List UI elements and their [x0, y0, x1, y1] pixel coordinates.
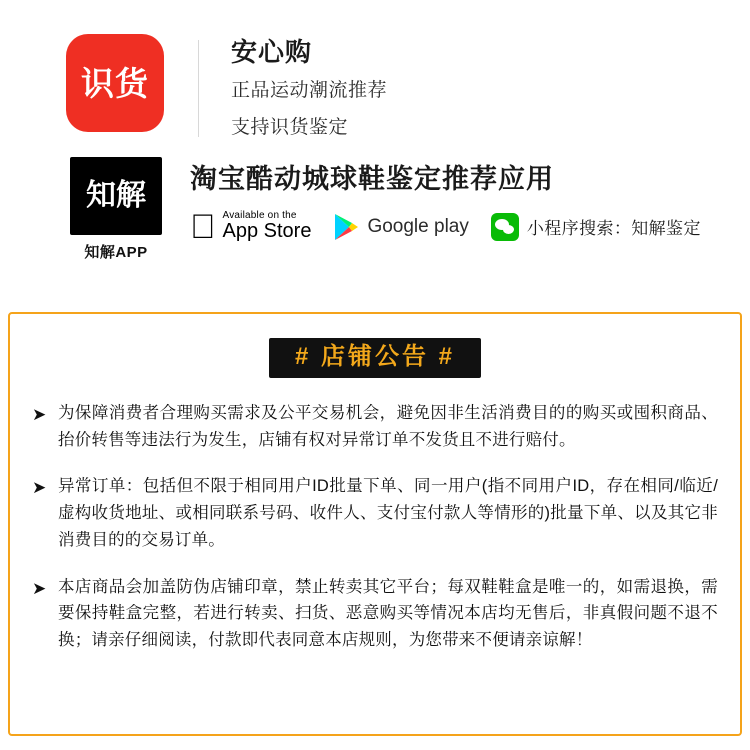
- announcement-list: [32, 400, 718, 654]
- shihuo-subtitle-1: 正品运动潮流推荐: [231, 79, 388, 101]
- announcement-box: [8, 312, 742, 736]
- list-item: [32, 400, 718, 453]
- announcement-title: # 店铺公告 #: [269, 338, 481, 378]
- wechat-icon: [491, 213, 519, 241]
- announcement-title-wrap: [32, 338, 718, 378]
- store-badges: [190, 210, 701, 244]
- zhijie-logo-text: 知解: [86, 179, 146, 213]
- appstore-big-label: App Store: [197, 219, 286, 242]
- arrow-bullet-icon: ➤: [32, 405, 47, 424]
- list-item: [32, 473, 718, 553]
- zhijie-caption: 知解APP: [84, 244, 148, 262]
- google-play-icon: [333, 213, 359, 241]
- shihuo-brand-row: [0, 34, 750, 143]
- shihuo-text-block: [231, 34, 387, 143]
- apple-icon: [190, 210, 216, 244]
- wechat-label: 小程序搜索：知解鉴定: [501, 217, 676, 237]
- shihuo-title: 安心购: [231, 37, 313, 67]
- appstore-small-label: Available on the: [197, 208, 272, 220]
- appstore-labels: [197, 208, 312, 243]
- list-item-text: 为保障消费者合理购买需求及公平交易机会，避免因非生活消费目的的购买或囤积商品、抬价转售等违法行为发生，店铺有权对异常订单不发货且不进行赔付。: [58, 404, 718, 449]
- zhijie-app-row: [0, 157, 750, 262]
- wechat-miniprogram-badge[interactable]: [491, 213, 701, 241]
- googleplay-badge[interactable]: [333, 213, 468, 241]
- arrow-bullet-icon: ➤: [32, 578, 47, 598]
- appstore-badge[interactable]: [190, 210, 311, 244]
- zhijie-text-block: [190, 157, 701, 243]
- zhijie-logo: [70, 157, 162, 235]
- zhijie-logo-block: [68, 157, 164, 262]
- list-item-text: 本店商品会加盖防伪店铺印章，禁止转卖其它平台；每双鞋鞋盒是唯一的，如需退换，需要保持鞋盒完整，若进行转卖、扫货、恶意购买等情况本店均无售后，非真假问题不退不换；请亲仔细阅读，付款即代表同意本店规则，为您带来不便请亲谅解！: [58, 577, 718, 650]
- zhijie-headline: 淘宝酷动城球鞋鉴定推荐应用: [190, 164, 554, 195]
- shihuo-logo: [66, 34, 164, 132]
- shihuo-subtitle-2: 支持识货鉴定: [231, 116, 349, 138]
- googleplay-label: Google play: [341, 214, 444, 236]
- list-item: [32, 574, 718, 654]
- vertical-divider: [198, 40, 199, 137]
- shihuo-logo-text: 识货: [81, 64, 149, 102]
- header-section: [0, 0, 750, 262]
- arrow-bullet-icon: ➤: [32, 478, 47, 498]
- list-item-text: 异常订单：包括但不限于相同用户ID批量下单、同一用户(指不同用户ID，存在相同/临近/虚构收货地址、或相同联系号码、收件人、支付宝付款人等情形的)批量下单、以及其它非消费目的的交易订单。: [58, 477, 718, 549]
